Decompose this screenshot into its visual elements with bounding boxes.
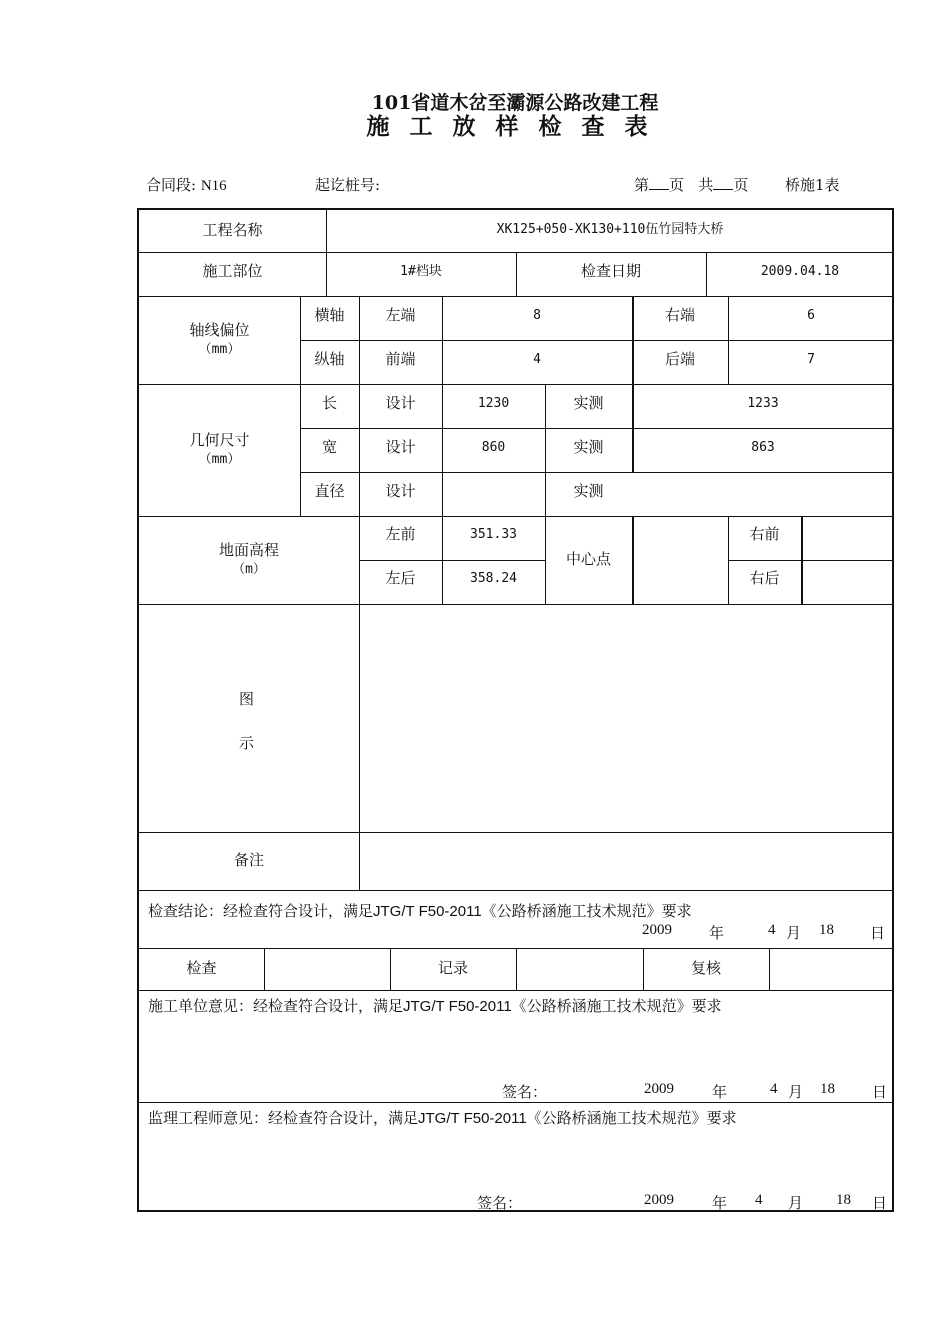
diagram-label-2: 示 [239, 734, 255, 752]
total-mid: 页 [733, 176, 749, 194]
check-signature-field[interactable] [265, 949, 390, 990]
supervisor-standard: JTG/T F50-2011 [418, 1110, 527, 1127]
page-number-blank [649, 175, 669, 190]
diagram-area[interactable] [360, 605, 894, 831]
total-prefix: 共 [698, 176, 714, 194]
width-label: 宽 [321, 438, 337, 457]
project-name-value: XK125+050-XK130+110伍竹园特大桥 [496, 221, 724, 237]
construction-part-value: 1#档块 [400, 263, 442, 279]
axis-offset-unit: （mm） [198, 342, 241, 358]
contractor-standard: JTG/T F50-2011 [403, 998, 512, 1015]
diameter-design-value[interactable] [442, 472, 545, 512]
contractor-opinion-text [148, 995, 722, 1016]
width-measured-value: 863 [751, 439, 775, 455]
contract-label: 合同段: [146, 176, 197, 194]
contractor-month-unit: 月 [788, 1083, 804, 1101]
diameter-label: 直径 [314, 482, 345, 501]
project-title: 101省道木岔至灞源公路改建工程 [371, 92, 659, 114]
center-point-label: 中心点 [565, 550, 611, 569]
geometry-unit: （mm） [198, 452, 241, 468]
contractor-day-unit: 日 [872, 1083, 888, 1101]
remarks-label: 备注 [233, 851, 264, 870]
length-measured-value: 1233 [747, 395, 779, 411]
supervisor-day: 18 [836, 1192, 851, 1208]
rear-end-value: 7 [807, 351, 815, 367]
supervisor-month: 4 [755, 1192, 763, 1208]
conclusion-prefix: 检查结论：经检查符合设计，满足 [148, 902, 374, 920]
conclusion-month-unit: 月 [786, 924, 802, 942]
diagram-label-1: 图 [239, 690, 255, 708]
page-prefix: 第 [634, 176, 650, 194]
conclusion-day: 18 [819, 922, 834, 938]
construction-part-label: 施工部位 [202, 262, 263, 281]
inspection-date-value: 2009.04.18 [760, 263, 840, 279]
contractor-prefix: 施工单位意见：经检查符合设计，满足 [148, 997, 404, 1015]
supervisor-suffix: 《公路桥涵施工技术规范》要求 [526, 1109, 737, 1127]
width-design-value: 860 [481, 439, 506, 455]
form-title: 施 工 放 样 检 查 表 [366, 113, 654, 140]
right-rear-label: 右后 [749, 569, 780, 588]
supervisor-year: 2009 [644, 1192, 674, 1208]
left-rear-value: 358.24 [470, 570, 517, 586]
contractor-month: 4 [770, 1081, 778, 1097]
right-front-label: 右前 [749, 525, 780, 544]
longitudinal-axis-label: 纵轴 [314, 350, 345, 369]
supervisor-day-unit: 日 [872, 1194, 888, 1212]
contractor-year: 2009 [644, 1081, 674, 1097]
rule [139, 890, 894, 891]
conclusion-day-unit: 日 [870, 924, 886, 942]
transverse-axis-label: 横轴 [314, 306, 345, 325]
supervisor-month-unit: 月 [788, 1194, 804, 1212]
right-end-label: 右端 [664, 306, 695, 325]
length-label: 长 [321, 394, 337, 413]
station-label: 起讫桩号: [315, 176, 381, 194]
form-code: 桥施1表 [785, 176, 840, 194]
axis-offset-label [139, 296, 300, 384]
width-design-label: 设计 [385, 438, 416, 457]
length-design-label: 设计 [385, 394, 416, 413]
center-point-value[interactable] [634, 516, 728, 604]
front-end-value: 4 [533, 351, 541, 367]
contractor-suffix: 《公路桥涵施工技术规范》要求 [511, 997, 722, 1015]
diameter-measured-label: 实测 [573, 482, 604, 501]
supervisor-prefix: 监理工程师意见：经检查符合设计，满足 [148, 1109, 419, 1127]
conclusion-year: 2009 [642, 922, 672, 938]
review-label: 复核 [690, 959, 721, 978]
axis-offset-title: 轴线偏位 [189, 320, 250, 339]
conclusion-standard: JTG/T F50-2011 [373, 903, 482, 920]
inspection-form [137, 208, 894, 1212]
total-pages-blank [713, 175, 733, 190]
review-signature-field[interactable] [770, 949, 894, 990]
inspection-date-label: 检查日期 [580, 262, 641, 281]
elevation-unit: （m） [232, 562, 266, 578]
conclusion-month: 4 [768, 922, 776, 938]
record-signature-field[interactable] [517, 949, 643, 990]
geometry-title: 几何尺寸 [189, 430, 250, 449]
record-label: 记录 [437, 959, 468, 978]
supervisor-year-unit: 年 [712, 1194, 728, 1212]
contract-value: N16 [200, 178, 227, 194]
conclusion-suffix: 《公路桥涵施工技术规范》要求 [481, 902, 692, 920]
page-mid: 页 [669, 176, 685, 194]
conclusion-text [148, 900, 692, 921]
left-end-label: 左端 [385, 306, 416, 325]
right-front-value[interactable] [803, 516, 894, 554]
front-end-label: 前端 [385, 350, 416, 369]
right-rear-value[interactable] [803, 560, 894, 598]
contract-section [146, 174, 227, 195]
geometry-label [139, 384, 300, 516]
right-end-value: 6 [807, 307, 815, 323]
left-front-label: 左前 [385, 525, 416, 544]
contractor-year-unit: 年 [712, 1083, 728, 1101]
left-rear-label: 左后 [385, 569, 416, 588]
supervisor-sign-label: 签名： [477, 1194, 523, 1212]
elevation-title: 地面高程 [218, 540, 279, 559]
width-measured-label: 实测 [573, 438, 604, 457]
project-name-label: 工程名称 [202, 221, 263, 240]
left-front-value: 351.33 [470, 526, 517, 542]
rule [139, 990, 894, 991]
rule [139, 1102, 894, 1103]
rear-end-label: 后端 [664, 350, 695, 369]
diameter-design-label: 设计 [385, 482, 416, 501]
supervisor-opinion-text [148, 1107, 737, 1128]
contractor-sign-label: 签名： [502, 1083, 548, 1101]
diameter-measured-value[interactable] [632, 472, 894, 512]
check-label: 检查 [186, 959, 217, 978]
page-indicator [634, 174, 748, 195]
length-measured-label: 实测 [573, 394, 604, 413]
length-design-value: 1230 [477, 395, 510, 411]
contractor-day: 18 [820, 1081, 835, 1097]
elevation-label [139, 516, 359, 604]
remarks-value[interactable] [360, 832, 894, 890]
left-end-value: 8 [533, 307, 541, 323]
conclusion-year-unit: 年 [709, 924, 725, 942]
